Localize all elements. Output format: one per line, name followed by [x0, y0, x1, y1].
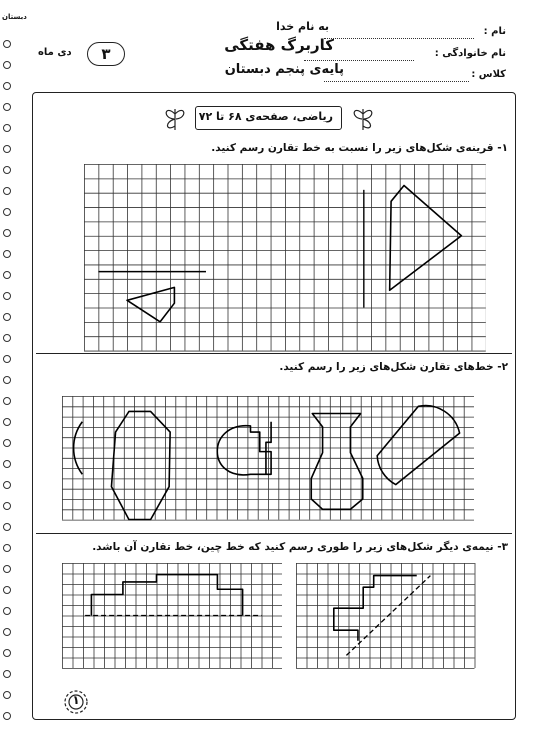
vase-shape — [311, 414, 363, 510]
border-dot — [3, 271, 11, 279]
border-dot — [3, 376, 11, 384]
divider-2 — [36, 533, 512, 534]
border-dot — [3, 40, 11, 48]
week-number-badge: ۳ — [87, 42, 125, 66]
left-border-dots — [0, 0, 14, 744]
family-label: نام خانوادگی : — [434, 48, 506, 59]
border-dot — [3, 460, 11, 468]
border-dot — [3, 334, 11, 342]
border-dot — [3, 397, 11, 405]
border-dot — [3, 124, 11, 132]
border-dot — [3, 208, 11, 216]
border-dot — [3, 712, 11, 720]
border-dot — [3, 418, 11, 426]
bismillah: به نام خدا — [276, 20, 329, 33]
grade-label: پایه‌ی پنجم دبستان — [224, 62, 344, 77]
border-dot — [3, 250, 11, 258]
question-1: ۱- قرینه‌ی شکل‌های زیر را نسبت به خط تقارن رسم کنید. — [211, 142, 508, 154]
border-dot — [3, 355, 11, 363]
border-dot — [3, 649, 11, 657]
header — [32, 18, 514, 88]
name-field[interactable] — [324, 38, 474, 39]
stepped-half-shape-right — [334, 576, 417, 641]
class-field[interactable] — [324, 81, 469, 82]
page-number: ۱ — [72, 693, 80, 707]
name-label: نام : — [483, 26, 506, 37]
border-dot — [3, 82, 11, 90]
border-dot — [3, 145, 11, 153]
border-dot — [3, 544, 11, 552]
month-label: دی ماه — [38, 47, 72, 58]
dashed-symmetry-line — [346, 576, 430, 656]
border-dot — [3, 586, 11, 594]
border-dot — [3, 607, 11, 615]
border-dot — [3, 481, 11, 489]
border-dot — [3, 691, 11, 699]
border-dot — [3, 439, 11, 447]
grid-q3-left — [62, 563, 282, 669]
border-dot — [3, 670, 11, 678]
section-title: ریاضی، صفحه‌ی ۶۸ تا ۷۲ — [198, 110, 333, 123]
triangle-shape — [127, 287, 174, 321]
grid-q2 — [62, 396, 474, 524]
border-dot — [3, 229, 11, 237]
border-dot — [3, 565, 11, 573]
border-dot — [3, 166, 11, 174]
border-dot — [3, 523, 11, 531]
border-dot — [3, 628, 11, 636]
question-3: ۳- نیمه‌ی دیگر شکل‌های زیر را طوری رسم کنید که خط چین، خط تقارن آن باشد. — [92, 541, 508, 553]
worksheet-title: کاربرگ هفتگی — [224, 36, 334, 54]
border-dot — [3, 292, 11, 300]
semicircle-block-shape — [217, 426, 271, 475]
family-field[interactable] — [304, 60, 414, 61]
divider-1 — [36, 353, 512, 354]
border-dot — [3, 103, 11, 111]
butterfly-right-icon — [348, 104, 378, 134]
butterfly-left-icon — [160, 104, 190, 134]
border-dot — [3, 61, 11, 69]
border-dot — [3, 313, 11, 321]
border-dot — [3, 502, 11, 510]
question-2: ۲- خط‌های تقارن شکل‌های زیر را رسم کنید. — [279, 361, 508, 373]
class-label: کلاس : — [471, 69, 506, 80]
grid-q1 — [84, 164, 486, 352]
corner-label: دبستان — [2, 13, 27, 21]
grid-q3-right — [296, 563, 476, 669]
border-dot — [3, 187, 11, 195]
